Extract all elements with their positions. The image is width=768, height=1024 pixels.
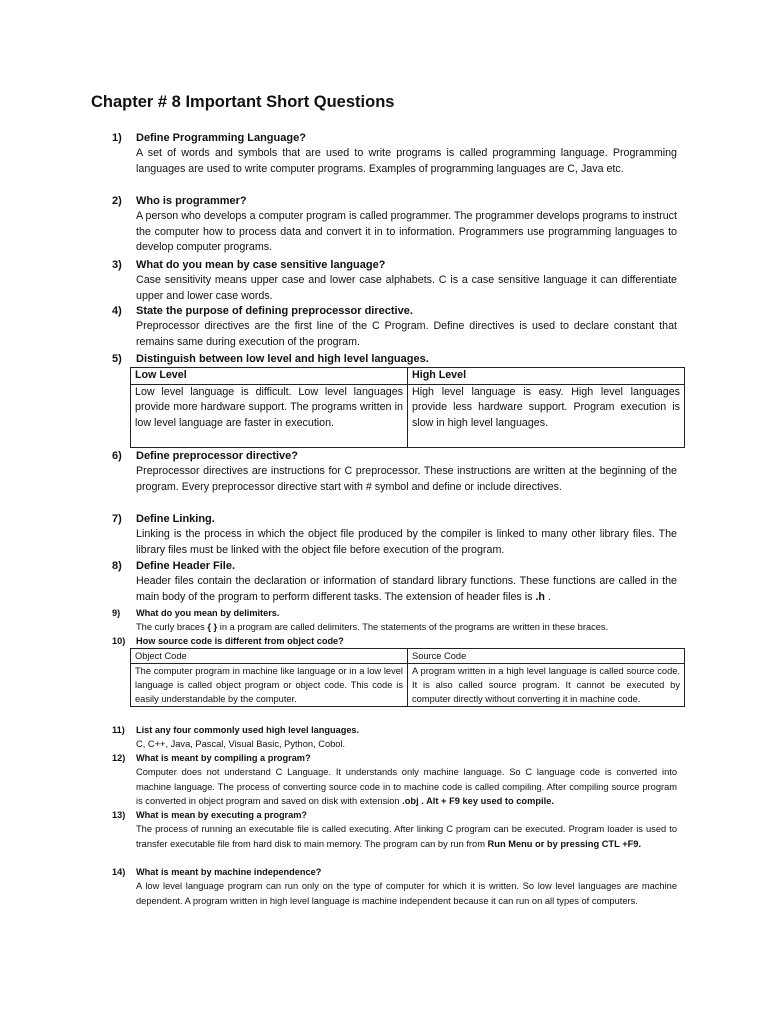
- answer-text: Preprocessor directives are the first line of the C Program. Define directives is used to declare constant that remains same during execution of the program.: [136, 320, 677, 348]
- answer-text: Computer does not understand C Language. It understands only machine language. So C language code is converted into machine language. The process of converting source code in to machine code is called compiling. After compiling source program is converted in object program and saved on disk with extension .obj . Alt + F9 key used to compile.: [136, 767, 677, 806]
- page-title: Chapter # 8 Important Short Questions: [91, 93, 395, 111]
- question-item: [112, 449, 677, 495]
- question-heading: 2) Who is programmer?: [112, 195, 247, 207]
- question-item: [112, 865, 677, 908]
- table-cell: The computer program in machine like language or in a low level language is called object program or object code. This code is easily understandable by the computer.: [131, 664, 408, 707]
- table-header-cell: Object Code: [131, 649, 408, 664]
- table-header-cell: Source Code: [408, 649, 685, 664]
- answer-text: Header files contain the declaration or information of standard library functions. These functions are called in the main body of the program to perform different tasks. The extension of header files is .h .: [136, 575, 677, 603]
- answer-text: The process of running an executable file is called executing. After linking C program can be executed. Program loader is used to transfer executable file from hard disk to main memory. The program can by run from Run Menu or by pressing CTL +F9.: [136, 824, 677, 849]
- question-item: [112, 606, 677, 635]
- answer-text: Linking is the process in which the object file produced by the compiler is linked to many other library files. The library files must be linked with the object file before execution of the program.: [136, 528, 677, 556]
- answer-text: A set of words and symbols that are used to write programs is called programming language. Programming languages are used to write computer programs. Examples of programming languages are C, Java etc.: [136, 147, 677, 175]
- question-item: [112, 258, 677, 304]
- question-heading: 7) Define Linking.: [112, 513, 215, 525]
- question-item: [112, 751, 677, 809]
- question-heading: 9) What do you mean by delimiters.: [112, 608, 280, 618]
- question-heading: 11) List any four commonly used high level languages.: [112, 725, 360, 735]
- question-heading: 4) State the purpose of defining preprocessor directive.: [112, 305, 413, 317]
- question-heading: 5) Distinguish between low level and high level languages.: [112, 353, 429, 365]
- question-heading: 10) How source code is different from object code?: [112, 636, 344, 646]
- table-cell: Low level language is difficult. Low level languages provide more hardware support. The programs written in low level language are faster in execution.: [131, 384, 408, 447]
- question-heading: 8) Define Header File.: [112, 560, 236, 572]
- question-heading: 14) What is meant by machine independence?: [112, 867, 322, 877]
- table-cell: High level language is easy. High level languages provide less hardware support. Program execution is slow in high level languages.: [408, 384, 685, 447]
- question-item: [112, 559, 677, 605]
- question-item: [112, 131, 677, 177]
- answer-text: The curly braces { } in a program are called delimiters. The statements of the programs are written in these braces.: [136, 622, 609, 632]
- table-header-cell: High Level: [408, 368, 685, 385]
- question-heading: 6) Define preprocessor directive?: [112, 450, 299, 462]
- answer-text: A person who develops a computer program is called programmer. The programmer develops programs to instruct the computer how to process data and convert it in to information. Programmers use programming languages to develop computer programs.: [136, 210, 677, 254]
- comparison-table: [130, 648, 685, 707]
- question-item: [112, 304, 677, 350]
- question-item: [112, 808, 677, 851]
- answer-text: Case sensitivity means upper case and lower case alphabets. C is a case sensitive language it can differentiate upper and lower case words.: [136, 274, 677, 302]
- question-item: [112, 512, 677, 558]
- question-heading: 12) What is meant by compiling a program?: [112, 753, 311, 763]
- question-heading: 1) Define Programming Language?: [112, 132, 306, 144]
- answer-text: Preprocessor directives are instructions for C preprocessor. These instructions are written at the beginning of the program. Every preprocessor directive start with # symbol and define or include directives.: [136, 465, 677, 493]
- question-item: [112, 634, 680, 707]
- question-heading: 13) What is mean by executing a program?: [112, 810, 308, 820]
- table-cell: A program written in a high level language is called source code. It is also called source program. It cannot be executed by computer directly without converting it in machine code.: [408, 664, 685, 707]
- comparison-table: [130, 367, 685, 448]
- answer-text: A low level language program can run only on the type of computer for which it is written. So low level languages are machine dependent. A program written in high level language is machine independent because it can run on all types of computers.: [136, 881, 677, 906]
- table-header-cell: Low Level: [131, 368, 408, 385]
- question-heading: 3) What do you mean by case sensitive language?: [112, 259, 386, 271]
- answer-text: C, C++, Java, Pascal, Visual Basic, Python, Cobol.: [136, 739, 346, 749]
- question-item: [112, 352, 680, 448]
- question-item: [112, 723, 677, 752]
- question-item: [112, 194, 677, 256]
